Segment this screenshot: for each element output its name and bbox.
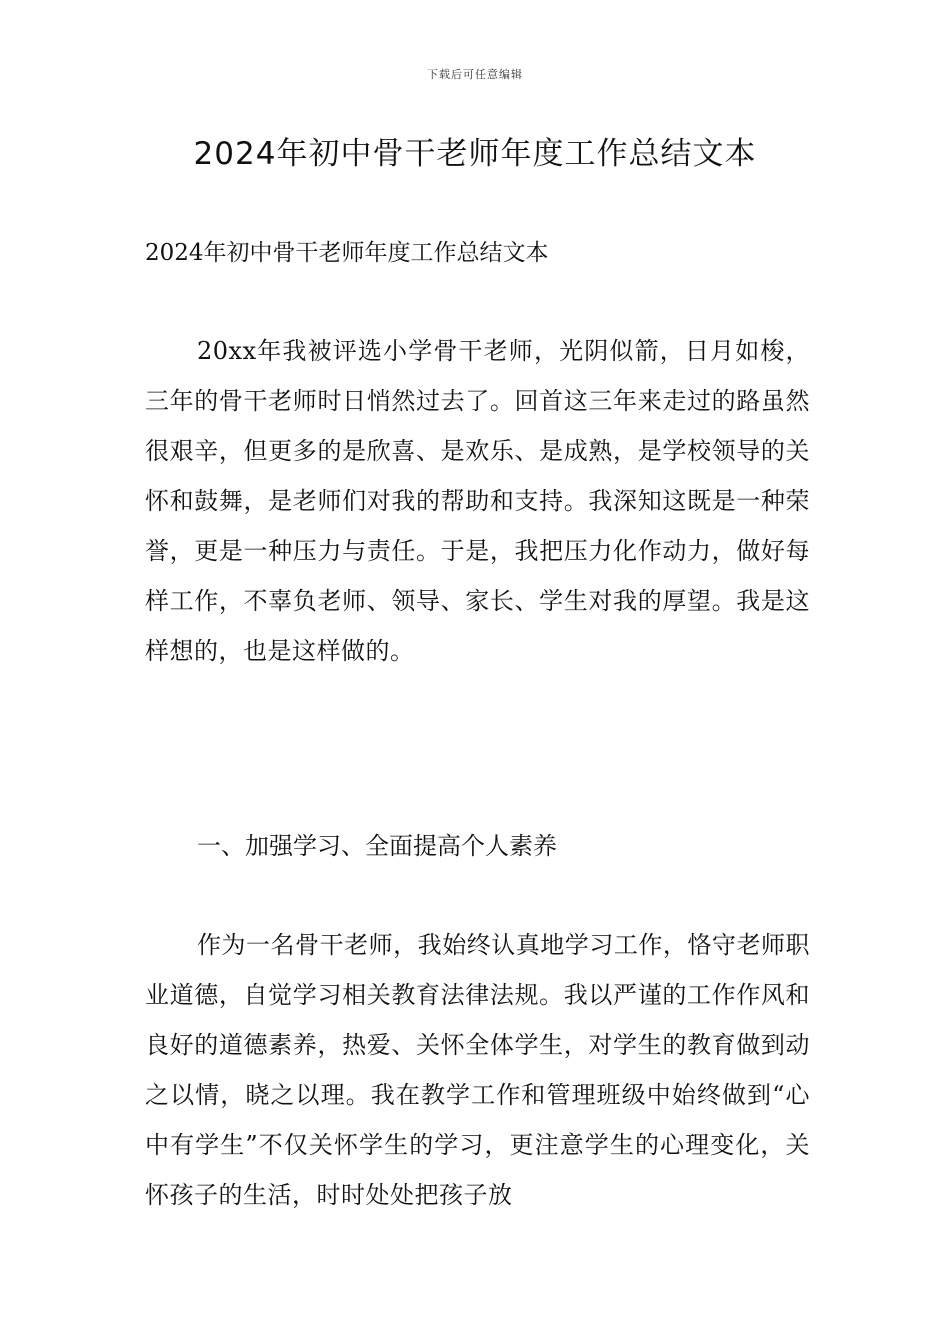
header-note: 下载后可任意编辑: [427, 68, 523, 81]
document-title: 2024年初中骨干老师年度工作总结文本: [193, 136, 757, 172]
paragraph-intro: 20xx年我被评选小学骨干老师，光阴似箭，日月如梭，三年的骨干老师时日悄然过去了。回首这三年来走过的路虽然很艰辛，但更多的是欣喜、是欢乐、是成熟，是学校领导的关怀和鼓舞，是老师们对我的帮助和支持。我深知这既是一种荣誉，更是一种压力与责任。于是，我把压力化作动力，做好每样工作，不辜负老师、领导、家长、学生对我的厚望。我是这样想的，也是这样做的。: [145, 337, 810, 665]
paragraph-section-1: 作为一名骨干老师，我始终认真地学习工作，恪守老师职业道德，自觉学习相关教育法律法规。我以严谨的工作作风和良好的道德素养，热爱、关怀全体学生，对学生的教育做到动之以情，晓之以理。我在教学工作和管理班级中始终做到“心中有学生”不仅关怀学生的学习，更注意学生的心理变化，关怀孩子的生活，时时处处把孩子放: [145, 931, 810, 1209]
section-heading-1: 一、加强学习、全面提高个人素养: [197, 832, 557, 860]
document-subtitle: 2024年初中骨干老师年度工作总结文本: [145, 240, 549, 266]
